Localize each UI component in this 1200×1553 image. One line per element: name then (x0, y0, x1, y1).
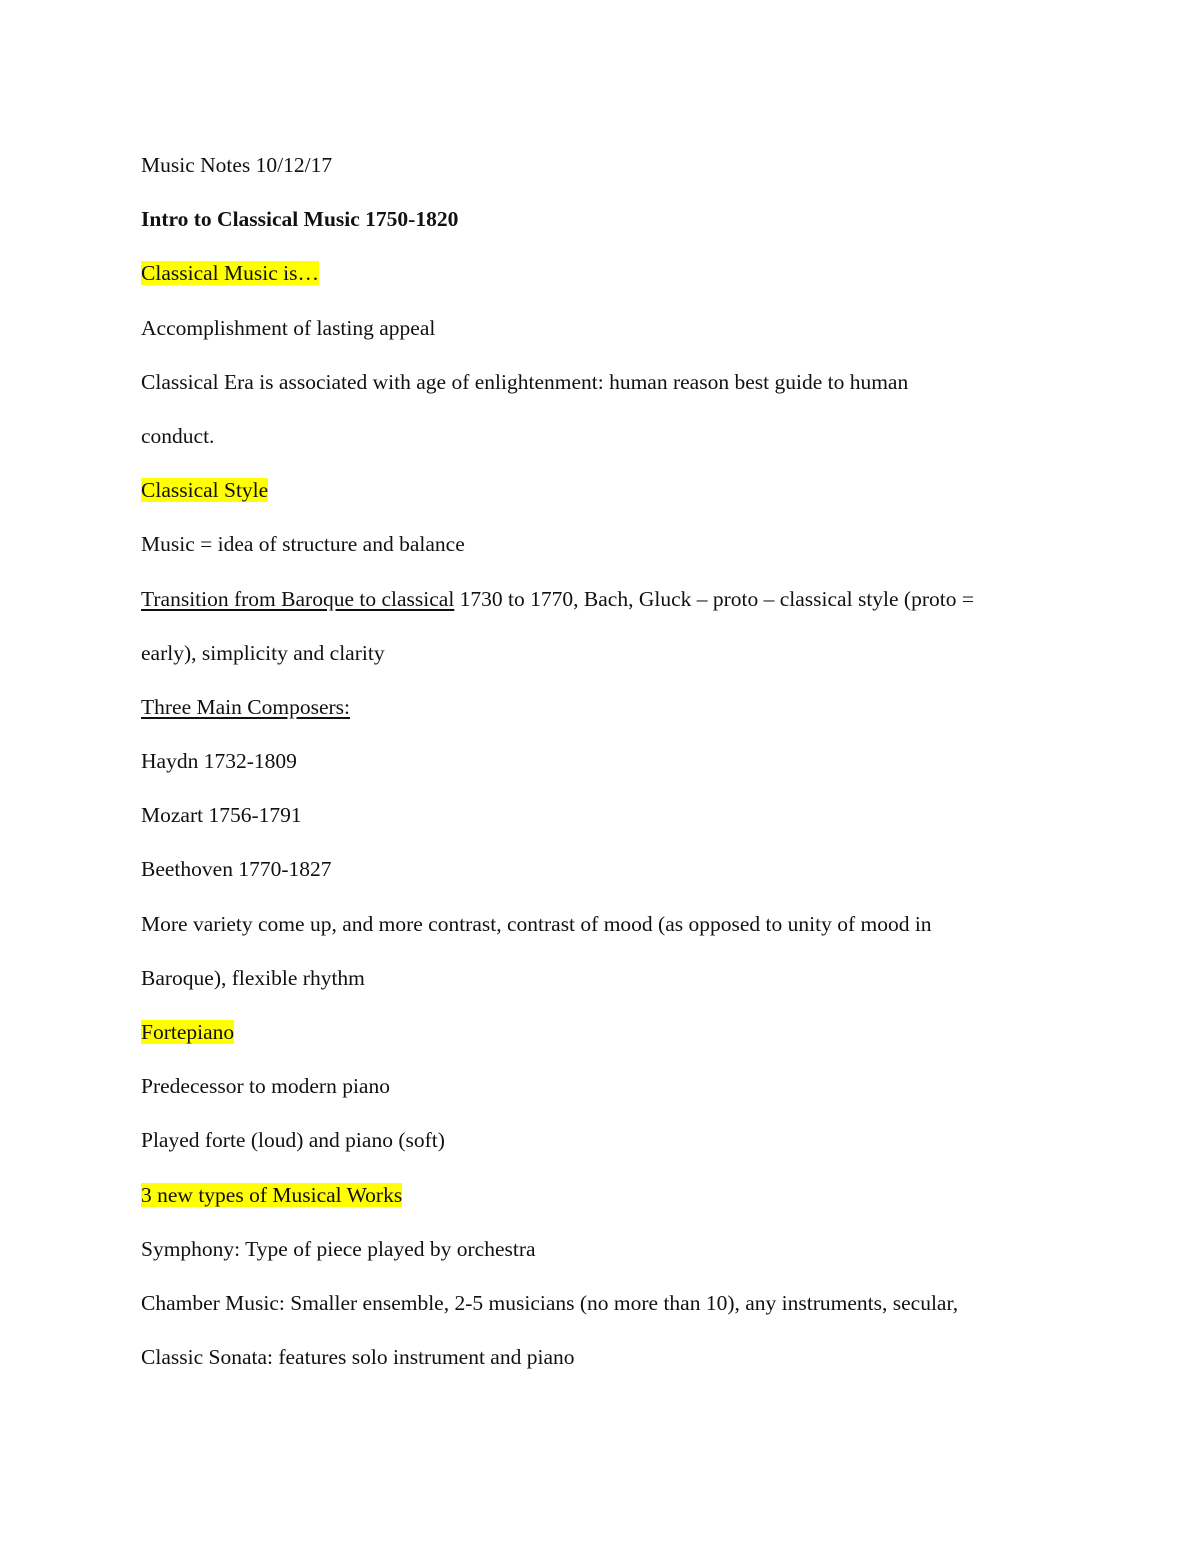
document-title: Intro to Classical Music 1750-1820 (141, 207, 459, 232)
note-line: Baroque), flexible rhythm (141, 965, 365, 990)
work-line: Symphony: Type of piece played by orchestra (141, 1236, 536, 1261)
section-heading-classical-style (141, 463, 1071, 517)
note-line: early), simplicity and clarity (141, 640, 385, 665)
section-heading-fortepiano (141, 1005, 1071, 1059)
underlined-label: Transition from Baroque to classical (141, 586, 455, 611)
composer-line: Beethoven 1770-1827 (141, 857, 332, 882)
note-line: Accomplishment of lasting appeal (141, 315, 436, 340)
section-heading-musical-works (141, 1168, 1071, 1222)
document-body (141, 138, 1071, 1384)
section-heading-classical-music (141, 246, 1071, 300)
note-line: Played forte (loud) and piano (soft) (141, 1128, 445, 1153)
note-line: conduct. (141, 423, 215, 448)
work-line: Chamber Music: Smaller ensemble, 2-5 musicians (no more than 10), any instruments, secular, (141, 1290, 959, 1315)
date-line: Music Notes 10/12/17 (141, 153, 333, 177)
underlined-label: Three Main Composers: (141, 694, 350, 719)
note-line: Predecessor to modern piano (141, 1074, 390, 1099)
work-line: Classic Sonata: features solo instrument and piano (141, 1345, 575, 1370)
highlighted-heading: Classical Style (141, 478, 269, 503)
composers-heading (141, 680, 1071, 734)
highlighted-heading: Classical Music is… (141, 261, 319, 286)
composer-line: Mozart 1756-1791 (141, 803, 302, 828)
highlighted-heading: 3 new types of Musical Works (141, 1182, 403, 1207)
highlighted-heading: Fortepiano (141, 1020, 235, 1044)
composer-line: Haydn 1732-1809 (141, 749, 297, 774)
note-line: Classical Era is associated with age of enlightenment: human reason best guide to human (141, 369, 909, 394)
note-line: More variety come up, and more contrast, contrast of mood (as opposed to unity of mood in (141, 911, 932, 936)
transition-line (141, 572, 1071, 626)
note-line: Music = idea of structure and balance (141, 532, 465, 557)
transition-text: 1730 to 1770, Bach, Gluck – proto – classical style (proto = (454, 586, 974, 611)
